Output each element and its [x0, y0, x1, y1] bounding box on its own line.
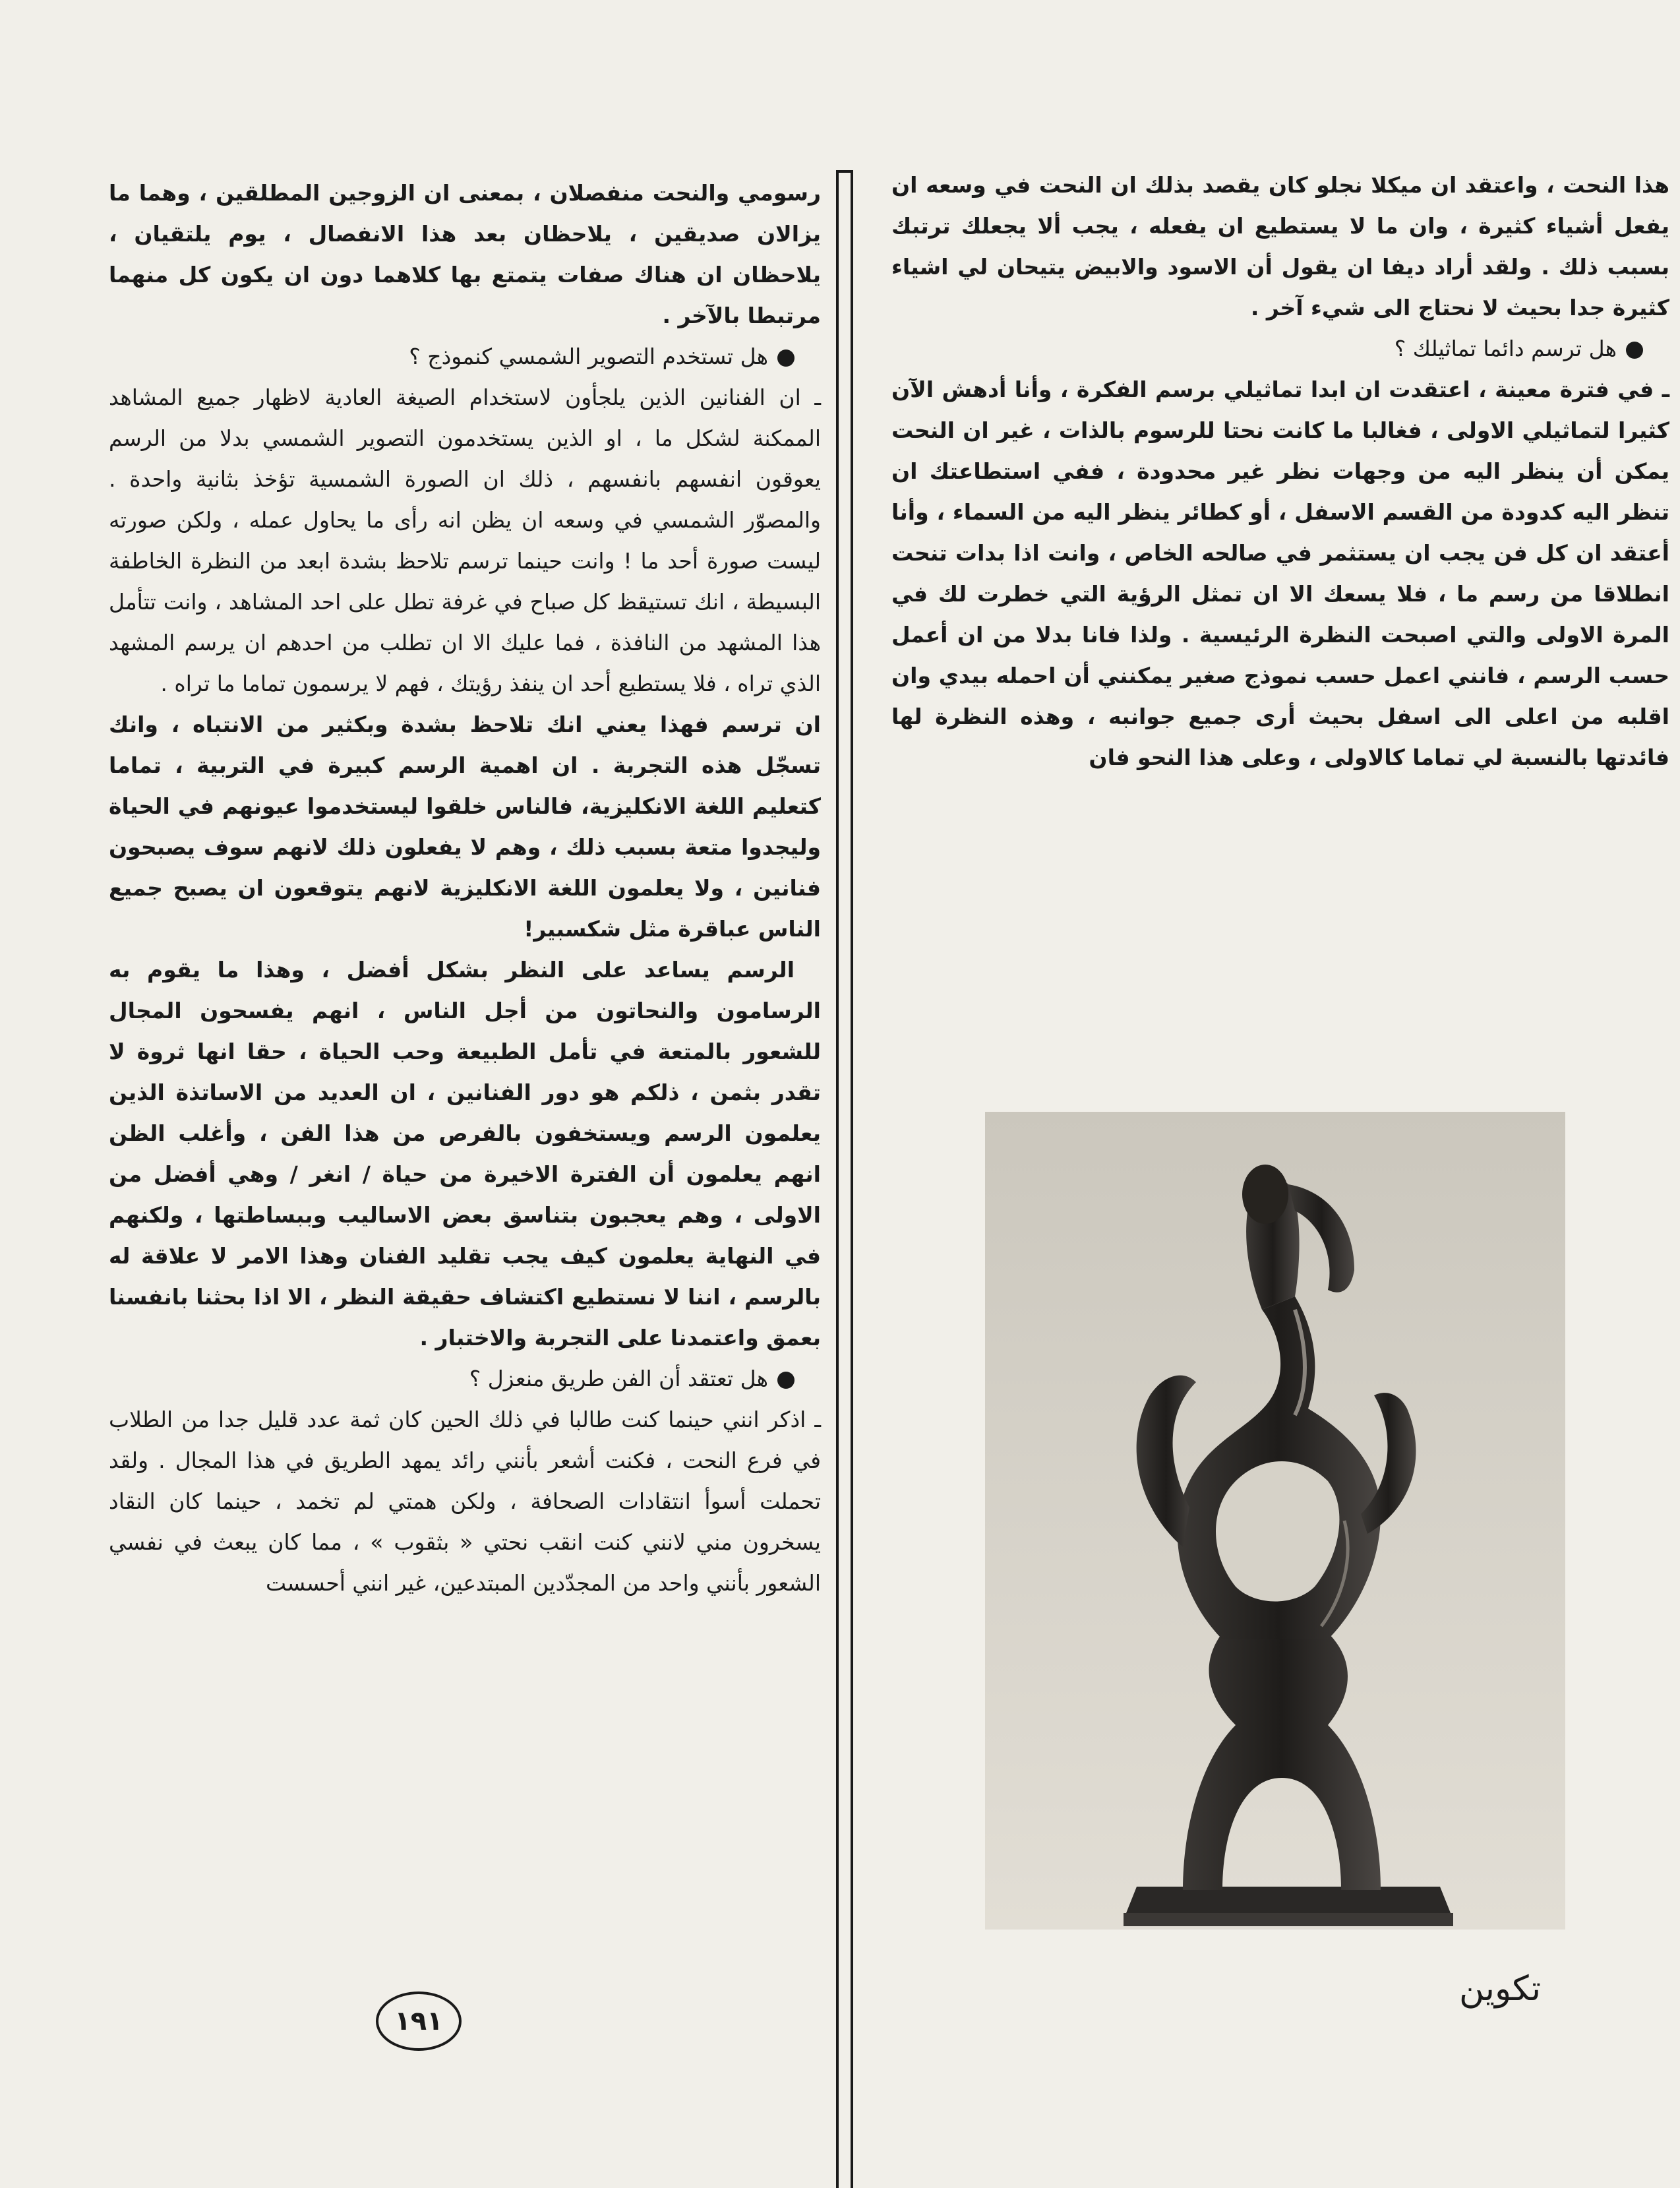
question-3	[109, 1358, 821, 1399]
question-1	[891, 328, 1669, 369]
left-paragraph-1: رسومي والنحت منفصلان ، بمعنى ان الزوجين المطلقين ، وهما ما يزالان صديقين ، يلاحظان بعد هذا الانفصال ، يوم يلتقيان ، يلاحظان ان هناك صفات يتمتع بها كلاهما دون ان يكون كل منهما مرتبطا بالآخر .	[109, 180, 821, 328]
answer-1: ـ في فترة معينة ، اعتقدت ان ابدا تماثيلي برسم الفكرة ، وأنا أدهش الآن كثيرا لتماثيلي الاولى ، فغالبا ما كانت نحتا للرسوم بالذات ، غير ان النحت يمكن أن ينظر اليه من وجهات نظر غير محدودة ، ففي استطاعتك ان تنظر اليه كدودة من القسم الاسفل ، أو كطائر ينظر اليه من السماء ، وأنا أعتقد ان كل فن يجب ان يستثمر في صالحه الخاص ، وانت اذا بدات تنحت انطلاقا من رسم ما ، فلا يسعك الا ان تمثل الرؤية التي خطرت لك في المرة الاولى والتي اصبحت النظرة الرئيسية . ولذا فانا بدلا من ان أعمل حسب الرسم ، فانني اعمل حسب نموذج صغير يمكنني أن احمله بيدي وان اقلبه من اعلى الى اسفل بحيث أرى جميع جوانبه ، وهذه النظرة لها فائدتها بالنسبة لي تماما كالاولى ، وعلى هذا النحو فان	[891, 377, 1669, 770]
bullet-icon	[777, 349, 795, 367]
sculpture-photo	[985, 1112, 1565, 1930]
left-column	[109, 173, 821, 1604]
answer-2-bold: ان ترسم فهذا يعني انك تلاحظ بشدة وبكثير من الانتباه ، وانك تسجّل هذه التجربة . ان اهمية الرسم كبيرة في التربية ، تماما كتعليم اللغة الانكليزية، فالناس خلقوا ليستخدموا عيونهم في الحياة وليجدوا متعة بسبب ذلك ، وهم لا يفعلون ذلك لانهم سوف يصبحون فنانين ، ولا يعلمون اللغة الانكليزية لانهم يتوقعون ان يصبح جميع الناس عباقرة مثل شكسبير!	[109, 712, 821, 942]
bullet-icon	[1626, 342, 1643, 359]
magazine-name: تكوين	[1458, 1969, 1542, 2009]
question-1-text: هل ترسم دائما تماثيلك ؟	[1394, 336, 1617, 361]
answer-3: ـ اذكر انني حينما كنت طالبا في ذلك الحين كان ثمة عدد قليل جدا من الطلاب في فرع النحت ، فكنت أشعر بأنني رائد يمهد الطريق في هذا المجال . ولقد تحملت أسوأ انتقادات الصحافة ، ولكن همتي لم تخمد ، حينما كان النقاد يسخرون مني لانني كنت انقب نحتي « بثقوب » ، مما كان يبعث في نفسي الشعور بأنني واحد من المجدّدين المبتدعين، غير انني أحسست	[109, 1407, 821, 1596]
right-paragraph-1: هذا النحت ، واعتقد ان ميكلا نجلو كان يقصد بذلك ان النحت في وسعه ان يفعل أشياء كثيرة ، وان ما لا يستطيع ان يفعله ، يجب ألا يجعلك ترتبك بسبب ذلك . ولقد أراد ديفا ان يقول أن الاسود والابيض يتيحان لي اشياء كثيرة جدا بحيث لا نحتاج الى شيء آخر .	[891, 172, 1669, 320]
question-2	[109, 336, 821, 377]
left-paragraph-3: الرسم يساعد على النظر بشكل أفضل ، وهذا ما يقوم به الرسامون والنحاتون من أجل الناس ، انهم يفسحون المجال للشعور بالمتعة في تأمل الطبيعة وحب الحياة ، حقا انها ثروة لا تقدر بثمن ، ذلكم هو دور الفنانين ، ان العديد من الاساتذة الذين يعلمون الرسم ويستخفون بالفرص من هذا الفن ، وأغلب الظن انهم يعلمون أن الفترة الاخيرة من حياة / انغر / وهي أفضل من الاولى ، وهم يعجبون بتناسق بعض الاساليب وببساطتها ، ولكنهم في النهاية يعلمون كيف يجب تقليد الفنان وهذا الامر لا علاقة له بالرسم ، اننا لا نستطيع اكتشاف حقيقة النظر ، الا اذا بحثنا بانفسنا بعمق واعتمدنا على التجربة والاختبار .	[109, 957, 821, 1351]
question-3-text: هل تعتقد أن الفن طريق منعزل ؟	[469, 1366, 768, 1391]
right-column	[891, 165, 1669, 778]
column-divider	[836, 170, 853, 2188]
page-number: ١٩١	[376, 1991, 462, 2051]
sculpture-image	[985, 1112, 1565, 1930]
bullet-icon	[777, 1372, 795, 1389]
answer-2-normal: ـ ان الفنانين الذين يلجأون لاستخدام الصيغة العادية لاظهار جميع المشاهد الممكنة لشكل ما ، او الذين يستخدمون التصوير الشمسي بدلا من الرسم يعوقون انفسهم بانفسهم ، ذلك ان الصورة الشمسية تؤخذ بثانية واحدة . والمصوّر الشمسي في وسعه ان يظن انه رأى ما يحاول عمله ، ولكن صورته ليست صورة أحد ما ! وانت حينما ترسم تلاحظ بشدة ابعد من النظرة الخاطفة البسيطة ، انك تستيقظ كل صباح في غرفة تطل على احد المشاهد ، وانت تتأمل هذا المشهد من النافذة ، فما عليك الا ان تطلب من احدهم ان يرسم المشهد الذي تراه ، فلا يستطيع أحد ان ينفذ رؤيتك ، فهم لا يرسمون تماما ما تراه .	[109, 384, 821, 696]
question-2-text: هل تستخدم التصوير الشمسي كنموذج ؟	[409, 344, 768, 369]
